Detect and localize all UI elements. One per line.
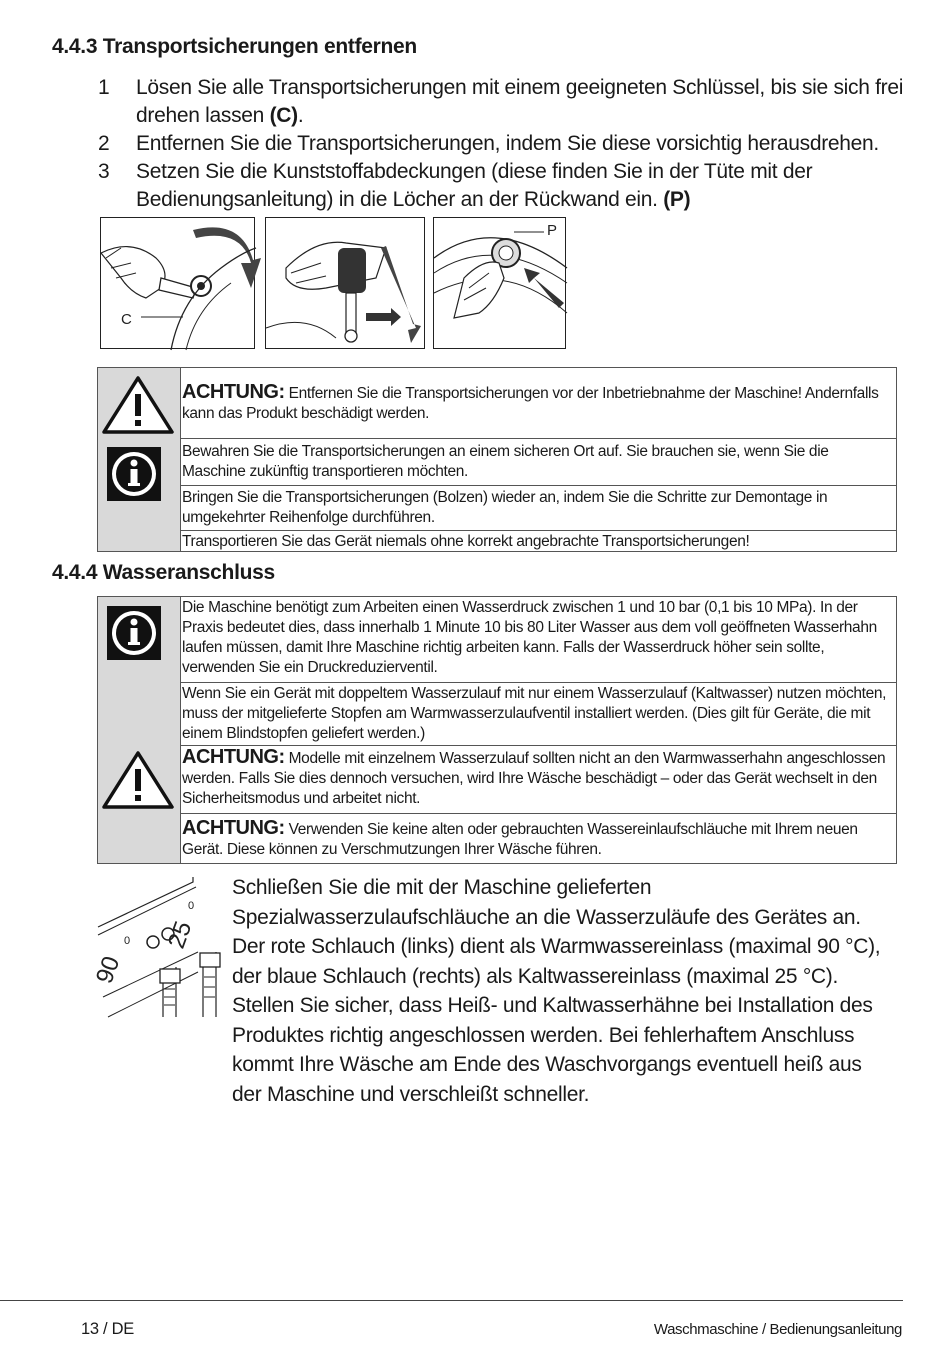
warning-text: Verwenden Sie keine alten oder gebrauchten Wassereinlaufschläuche mit Ihrem neuen Gerät. Diese können zu Verschmutzungen Ihrer Wäsche führen. <box>182 821 858 858</box>
notice-water <box>97 596 897 864</box>
figure-insert-cap <box>433 217 566 349</box>
step-ref: (P) <box>663 188 691 211</box>
step-text-main: Lösen Sie alle Transportsicherungen mit einem geeigneten Schlüssel, bis sie sich frei drehen lassen <box>136 76 904 127</box>
label-hot: 90 <box>90 952 126 988</box>
info-icon <box>106 446 162 507</box>
label-cold: 25 <box>162 917 198 953</box>
warning-title: ACHTUNG: <box>182 746 285 768</box>
label-p: P <box>547 222 558 239</box>
step-ref: (C) <box>269 104 298 127</box>
warning-title: ACHTUNG: <box>182 381 285 403</box>
section-heading-water: 4.4.4 Wasseranschluss <box>52 561 275 584</box>
warning-row <box>180 745 896 813</box>
warning-icon <box>102 374 174 441</box>
notice-transport <box>97 367 897 552</box>
figure-loosen-bolt <box>100 217 255 349</box>
step-1 <box>98 74 908 130</box>
info-icon <box>106 605 162 666</box>
step-2 <box>98 130 908 158</box>
step-text-main: Setzen Sie die Kunststoffabdeckungen (diese finden Sie in der Tüte mit der Bedienungsanleitung) in die Löcher an der Rückwand ein. <box>136 160 813 211</box>
step-3 <box>98 158 908 214</box>
footer-divider <box>0 1300 903 1301</box>
info-row: Transportieren Sie das Gerät niemals ohne korrekt angebrachte Transportsicherungen! <box>180 530 896 552</box>
step-text <box>136 158 856 214</box>
step-text <box>136 74 906 130</box>
degree-hot: 0 <box>124 935 131 947</box>
step-number: 2 <box>98 132 110 155</box>
figure-water-inlets <box>90 877 220 1022</box>
page-number: 13 / DE <box>81 1320 134 1338</box>
warning-title: ACHTUNG: <box>182 817 285 839</box>
info-row: Bewahren Sie die Transportsicherungen an einem sicheren Ort auf. Sie brauchen sie, wenn Sie die Maschine zukünftig transportieren möchten. <box>180 438 896 485</box>
warning-text: Modelle mit einzelnem Wasserzulauf sollten nicht an den Warmwasserhahn angeschlossen werden. Falls Sie dies dennoch versuchen, wird Ihre Wäsche beschädigt – oder das Gerät wechselt in den Sicherheitsmodus und arbeitet nicht. <box>182 750 886 807</box>
info-row: Wenn Sie ein Gerät mit doppeltem Wasserzulauf mit nur einem Wasserzulauf (Kaltwasser) nutzen möchten, muss der mitgelieferte Stopfen am Warmwasserzulaufventil installiert werden. (Dies gilt für Geräte, die mit einem Blindstopfen geliefert werden.) <box>180 682 896 745</box>
degree-cold: 0 <box>188 900 195 912</box>
connection-paragraph-2: Stellen Sie sicher, dass Heiß- und Kaltwasserhähne bei Installation des Produktes richtig angeschlossen werden. Bei fehlerhaftem Anschluss kommt Ihre Wäsche am Ende des Waschvorgangs eventuell heiß aus der Maschine und verschleißt schneller. <box>232 994 873 1106</box>
connection-paragraph-1: Schließen Sie die mit der Maschine gelieferten Spezialwasserzulaufschläuche an die Wasserzuläufe des Gerätes an. Der rote Schlauch (links) dient als Warmwassereinlass (maximal 90 °C), der blaue Schlauch (rechts) als Kaltwassereinlass (maximal 25 °C). <box>232 876 881 988</box>
warning-icon <box>102 749 174 816</box>
step-text-end: . <box>297 104 304 127</box>
step-number: 1 <box>98 76 110 99</box>
warning-text: Entfernen Sie die Transportsicherungen vor der Inbetriebnahme der Maschine! Andernfalls kann das Produkt beschädigt werden. <box>182 385 879 422</box>
info-row: Die Maschine benötigt zum Arbeiten einen Wasserdruck zwischen 1 und 10 bar (0,1 bis 10 MPa). In der Praxis bedeutet dies, dass innerhalb 1 Minute 10 bis 80 Liter Wasser aus dem voll geöffneten Wasserhahn laufen müssen, damit Ihre Maschine richtig arbeiten kann. Falls der Wasserdruck höher sein sollte, verwenden Sie ein Druckreduzierventil. <box>182 599 877 676</box>
connection-text <box>232 873 892 1109</box>
figure-remove-bolt <box>265 217 425 349</box>
warning-row <box>180 813 896 864</box>
step-text: Entfernen Sie die Transportsicherungen, indem Sie diese vorsichtig herausdrehen. <box>136 132 879 155</box>
label-c: C <box>121 311 132 328</box>
section-heading-transport: 4.4.3 Transportsicherungen entfernen <box>52 35 417 58</box>
warning-row <box>180 368 896 438</box>
info-row: Bringen Sie die Transportsicherungen (Bolzen) wieder an, indem Sie die Schritte zur Demontage in umgekehrter Reihenfolge durchführen. <box>180 485 896 530</box>
footer-title: Waschmaschine / Bedienungsanleitung <box>653 1321 902 1338</box>
step-number: 3 <box>98 160 110 183</box>
